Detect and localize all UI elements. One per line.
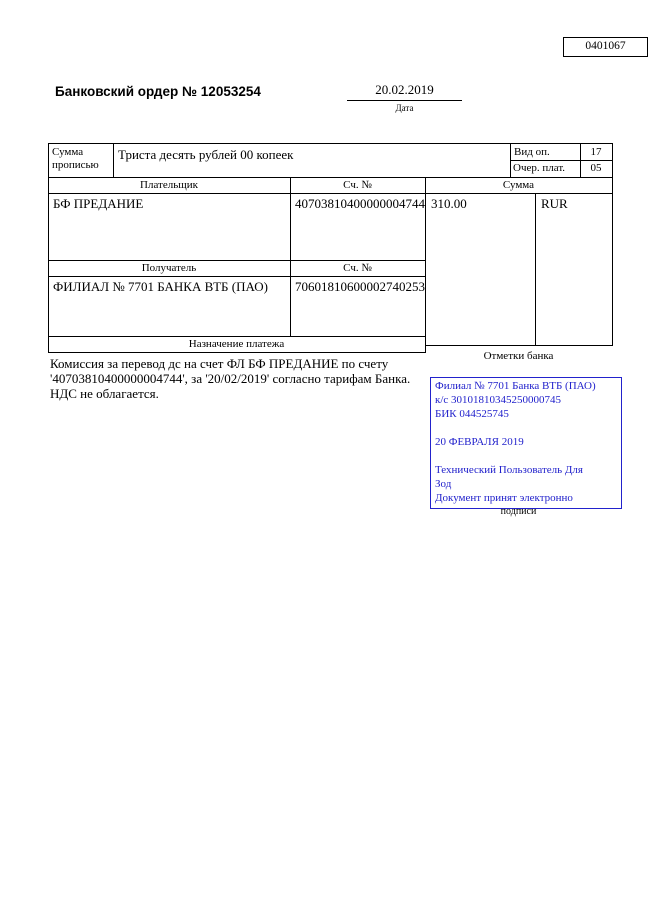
recipient-name: ФИЛИАЛ № 7701 БАНКА ВТБ (ПАО) bbox=[53, 279, 268, 294]
purpose-text: Комиссия за перевод дс на счет ФЛ БФ ПРЕДАНИЕ по счету '40703810400000004744', за '20/02/2019' согласно тарифам Банка. НДС не облагается. bbox=[50, 356, 411, 401]
recipient-account: 70601810600002740253 bbox=[295, 279, 425, 294]
date-label: Дата bbox=[395, 103, 414, 113]
sum-column-bottom-line bbox=[425, 345, 613, 346]
table-border-left bbox=[48, 143, 49, 353]
recipient-account-label: Сч. № bbox=[343, 262, 372, 274]
table-border-top bbox=[48, 143, 613, 144]
amount-value: 310.00 bbox=[431, 196, 467, 211]
payer-name: БФ ПРЕДАНИЕ bbox=[53, 196, 144, 211]
document-title: Банковский ордер № 12053254 bbox=[55, 84, 261, 99]
signatures-label: подписи bbox=[500, 506, 537, 517]
op-kind-left-line bbox=[510, 143, 511, 177]
sum-column-label: Сумма bbox=[502, 179, 535, 191]
op-kind-value: 17 bbox=[590, 146, 602, 158]
amount-row-bottom-line bbox=[48, 177, 613, 178]
currency-divider-line bbox=[535, 193, 536, 345]
amount-words-divider-line bbox=[113, 143, 114, 177]
table-border-right bbox=[612, 143, 613, 346]
date-value: 20.02.2019 bbox=[347, 82, 462, 101]
payer-account: 40703810400000004744 bbox=[295, 196, 425, 211]
form-code-box bbox=[563, 37, 648, 57]
amount-in-words: Триста десять рублей 00 копеек bbox=[118, 147, 294, 162]
purpose-section-label: Назначение платежа bbox=[188, 338, 285, 350]
payment-order-label: Очер. плат. bbox=[513, 162, 566, 174]
form-code: 0401067 bbox=[585, 40, 626, 52]
recipient-header-bottom-line bbox=[48, 276, 426, 277]
op-kind-divider-line bbox=[510, 160, 612, 161]
op-kind-label: Вид оп. bbox=[514, 146, 550, 158]
header-row-bottom-line bbox=[48, 193, 613, 194]
bank-stamp: Филиал № 7701 Банка ВТБ (ПАО) к/с 30101810345250000745 БИК 044525745 20 ФЕВРАЛЯ 2019 Технический Пользователь Для Зод Документ принят электронно bbox=[430, 377, 622, 509]
payer-account-label: Сч. № bbox=[343, 179, 372, 191]
amount-currency: RUR bbox=[541, 196, 568, 211]
purpose-header-top-line bbox=[48, 336, 426, 337]
recipient-section-label: Получатель bbox=[141, 262, 197, 274]
payment-order-value: 05 bbox=[590, 162, 602, 174]
account-column-divider-line bbox=[290, 177, 291, 336]
payer-row-bottom-line bbox=[48, 260, 426, 261]
bank-marks-label: Отметки банка bbox=[483, 350, 554, 362]
sum-column-divider-line bbox=[425, 177, 426, 353]
amount-words-label: Сумма прописью bbox=[52, 146, 99, 171]
payer-section-label: Плательщик bbox=[140, 179, 198, 191]
purpose-header-bottom-line bbox=[48, 352, 426, 353]
